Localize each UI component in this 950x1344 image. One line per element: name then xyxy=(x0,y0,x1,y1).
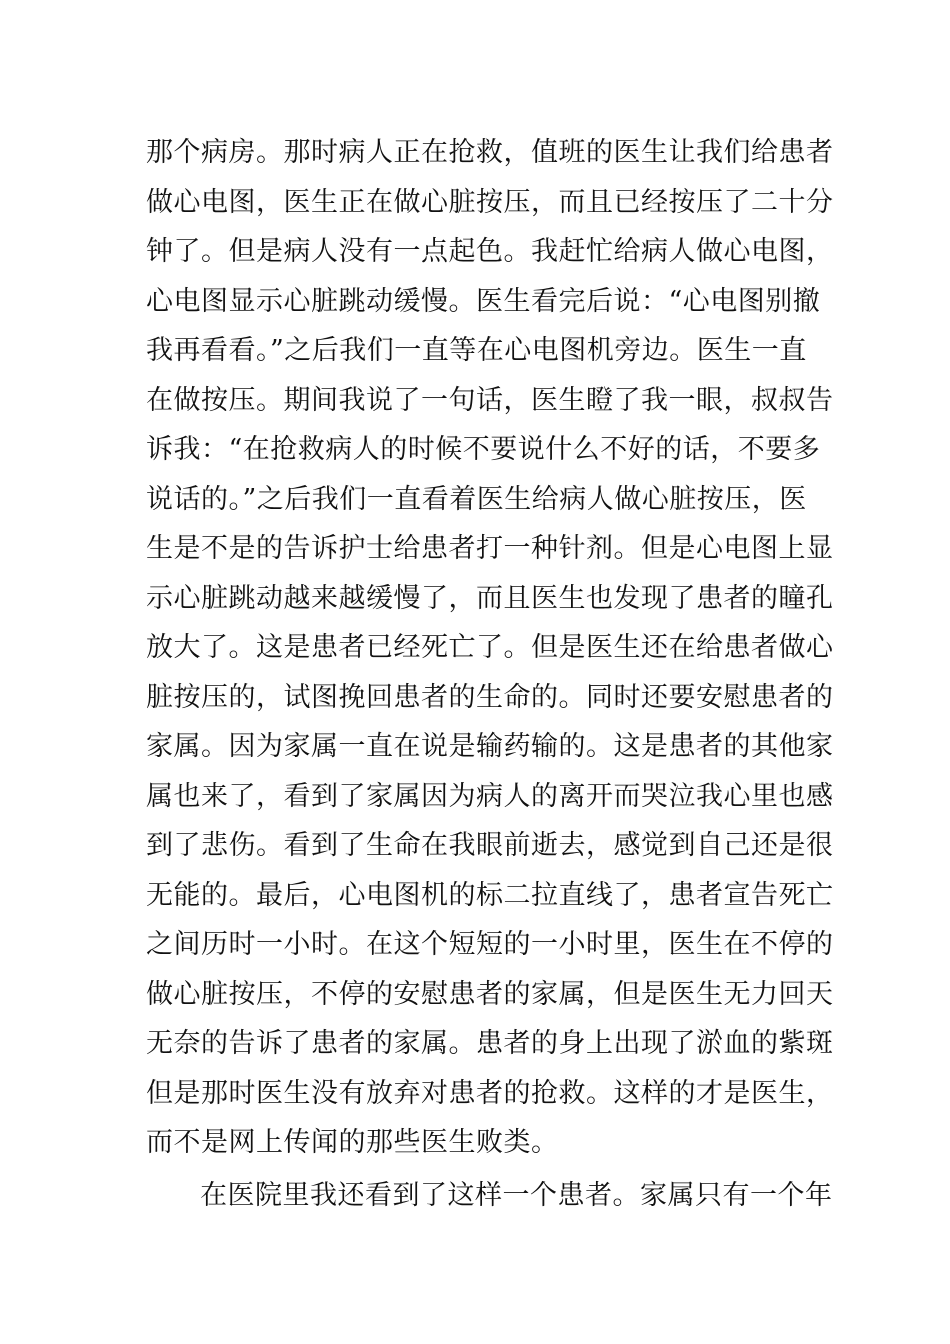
text-line: 说话的。”之后我们一直看着医生给病人做心脏按压，医 xyxy=(146,483,807,515)
body-text xyxy=(146,128,846,1220)
text-line: 做心电图，医生正在做心脏按压，而且已经按压了二十分 xyxy=(146,186,834,218)
text-line: 之间历时一小时。在这个短短的一小时里，医生在不停的 xyxy=(146,929,834,960)
text-line: 无奈的告诉了患者的家属。患者的身上出现了淤血的紫斑 xyxy=(146,1028,834,1059)
paragraph-start-line: 在医院里我还看到了这样一个患者。家属只有一个年 xyxy=(200,1179,833,1211)
text-line: 诉我：“在抢救病人的时候不要说什么不好的话，不要多 xyxy=(146,434,821,465)
text-line: 放大了。这是患者已经死亡了。但是医生还在给患者做心 xyxy=(146,632,834,663)
text-line: 在做按压。期间我说了一句话，医生瞪了我一眼，叔叔告 xyxy=(146,384,834,416)
text-line: 到了悲伤。看到了生命在我眼前逝去，感觉到自己还是很 xyxy=(146,830,834,861)
text-line: 心电图显示心脏跳动缓慢。医生看完后说：“心电图别撤 xyxy=(146,285,821,317)
text-line: 那个病房。那时病人正在抢救，值班的医生让我们给患者 xyxy=(146,137,834,168)
text-line: 脏按压的，试图挽回患者的生命的。同时还要安慰患者的 xyxy=(146,681,834,713)
text-line: 钟了。但是病人没有一点起色。我赶忙给病人做心电图， xyxy=(146,236,834,267)
text-line: 我再看看。”之后我们一直等在心电图机旁边。医生一直 xyxy=(146,335,807,366)
text-line: 生是不是的告诉护士给患者打一种针剂。但是心电图上显 xyxy=(146,533,834,564)
text-line: 但是那时医生没有放弃对患者的抢救。这样的才是医生， xyxy=(146,1077,834,1109)
text-line: 无能的。最后，心电图机的标二拉直线了，患者宣告死亡 xyxy=(146,879,834,911)
text-line: 做心脏按压，不停的安慰患者的家属，但是医生无力回天 xyxy=(146,978,834,1010)
text-line: 而不是网上传闻的那些医生败类。 xyxy=(146,1127,559,1158)
text-line: 示心脏跳动越来越缓慢了，而且医生也发现了患者的瞳孔 xyxy=(146,582,834,614)
text-line: 家属。因为家属一直在说是输药输的。这是患者的其他家 xyxy=(146,731,834,762)
text-line: 属也来了，看到了家属因为病人的离开而哭泣我心里也感 xyxy=(146,780,834,812)
